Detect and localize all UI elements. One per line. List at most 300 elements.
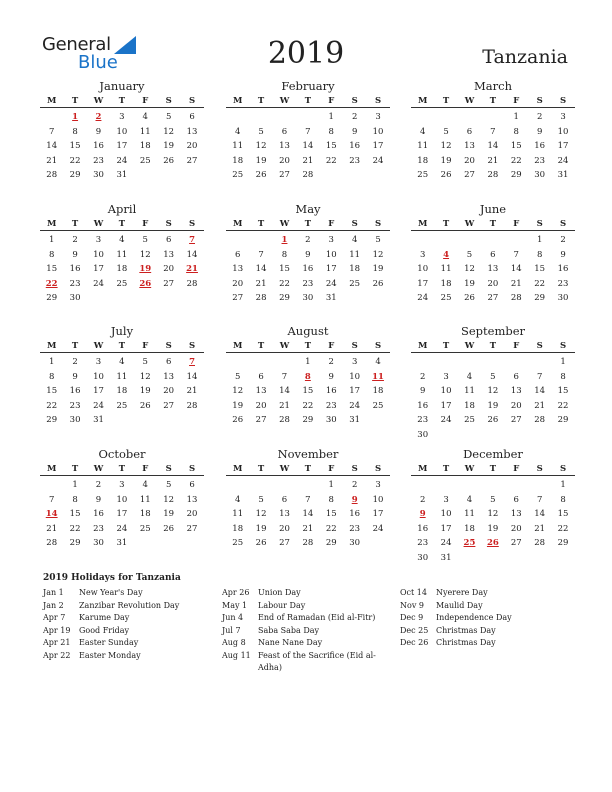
holiday-name: New Year's Day: [79, 588, 143, 597]
day-cell: 5: [466, 249, 473, 260]
day-cell: 27: [255, 415, 267, 426]
day-cell: 18: [464, 523, 475, 534]
weekday-label: T: [118, 219, 126, 229]
weekday-label: M: [46, 96, 57, 106]
weekday-label: S: [351, 219, 358, 229]
day-cell: [366, 168, 389, 183]
holiday-item: [400, 625, 554, 638]
calendar-country: Tanzania: [482, 46, 568, 68]
week-row: [40, 536, 204, 551]
day-cell: 23: [93, 523, 104, 534]
weeks: [226, 355, 390, 428]
weekday-label: S: [188, 341, 196, 351]
day-cell: 23: [349, 523, 361, 534]
holiday-day-cell: 25: [463, 538, 476, 549]
day-cell: 3: [419, 249, 426, 260]
day-cell: 2: [419, 371, 426, 382]
day-cell: 15: [279, 264, 290, 275]
day-cell: 31: [440, 552, 452, 563]
day-cell: [551, 551, 574, 566]
day-cell: [366, 413, 389, 428]
day-cell: 15: [557, 386, 569, 397]
day-cell: [180, 413, 203, 428]
day-cell: 18: [417, 155, 429, 166]
week-row: [411, 536, 575, 551]
day-cell: 12: [163, 126, 175, 137]
weekday-label: W: [93, 464, 104, 474]
day-cell: 25: [232, 170, 244, 181]
holiday-item: [43, 637, 197, 650]
weekday-header: [40, 218, 204, 231]
month-name: March: [474, 79, 512, 93]
weekday-label: T: [442, 464, 450, 474]
day-cell: 26: [163, 155, 175, 166]
day-cell: [343, 168, 366, 183]
month-october: [40, 447, 204, 551]
week-row: [411, 370, 575, 385]
day-cell: 31: [325, 293, 337, 304]
week-row: [40, 384, 204, 399]
holiday-item: [43, 612, 197, 625]
holiday-date: May 1: [222, 600, 248, 610]
day-cell: [157, 291, 180, 306]
holiday-day-cell: 22: [45, 278, 58, 289]
holiday-column: [43, 587, 197, 662]
day-cell: [180, 291, 203, 306]
day-cell: 23: [325, 400, 337, 411]
holiday-item: [43, 587, 197, 600]
day-cell: 2: [328, 357, 334, 367]
day-cell: 1: [48, 357, 55, 367]
day-cell: 24: [440, 415, 452, 426]
day-cell: [296, 110, 319, 125]
day-cell: 24: [325, 278, 337, 289]
week-row: [40, 355, 204, 370]
day-cell: 30: [69, 293, 81, 304]
weeks: [40, 355, 204, 428]
day-cell: 6: [281, 494, 288, 505]
day-cell: 19: [163, 509, 175, 520]
day-cell: 19: [163, 141, 175, 152]
day-cell: 14: [534, 386, 546, 397]
day-cell: 30: [417, 429, 429, 440]
day-cell: 19: [372, 264, 384, 275]
weekday-label: M: [46, 219, 57, 229]
holiday-name: End of Ramadan (Eid al-Fitr): [258, 613, 376, 622]
day-cell: 12: [440, 141, 452, 152]
day-cell: [110, 413, 133, 428]
holiday-date: Dec 9: [400, 613, 424, 622]
day-cell: 22: [557, 523, 569, 534]
weekday-label: S: [188, 464, 196, 474]
week-row: [411, 168, 575, 183]
day-cell: 16: [349, 141, 361, 152]
day-cell: 22: [279, 278, 290, 289]
day-cell: [505, 478, 528, 493]
day-cell: 10: [440, 386, 452, 397]
holiday-column: [222, 587, 376, 675]
day-cell: [157, 413, 180, 428]
day-cell: 2: [72, 357, 78, 367]
week-row: [40, 493, 204, 508]
day-cell: 2: [351, 112, 358, 122]
day-cell: 29: [557, 538, 569, 549]
day-cell: 16: [302, 264, 314, 275]
weekday-label: T: [304, 219, 312, 229]
day-cell: 13: [464, 141, 475, 152]
holiday-name: Labour Day: [258, 600, 306, 610]
month-name: January: [99, 79, 145, 93]
day-cell: [528, 428, 551, 443]
day-cell: 26: [232, 415, 244, 426]
day-cell: 23: [69, 278, 81, 289]
week-row: [226, 291, 390, 306]
day-cell: 20: [510, 523, 522, 534]
day-cell: 8: [560, 371, 566, 382]
day-cell: 30: [302, 293, 314, 304]
day-cell: 2: [305, 235, 311, 245]
day-cell: 13: [163, 249, 175, 260]
day-cell: 21: [302, 523, 314, 534]
day-cell: 28: [255, 293, 267, 304]
day-cell: 28: [279, 415, 290, 426]
month-name: December: [463, 447, 523, 461]
day-cell: 5: [142, 357, 148, 367]
day-cell: 4: [466, 371, 473, 382]
day-cell: 24: [440, 538, 452, 549]
day-cell: 14: [186, 371, 198, 382]
day-cell: 29: [302, 415, 314, 426]
day-cell: 5: [234, 371, 241, 382]
day-cell: 19: [464, 278, 475, 289]
day-cell: [505, 233, 528, 248]
week-row: [411, 291, 575, 306]
weekday-header: [226, 340, 390, 353]
day-cell: 14: [302, 141, 314, 152]
day-cell: [180, 536, 203, 551]
day-cell: 23: [69, 400, 81, 411]
day-cell: [458, 233, 481, 248]
day-cell: 22: [46, 400, 58, 411]
week-row: [226, 277, 390, 292]
day-cell: 13: [163, 371, 175, 382]
holiday-date: Aug 8: [222, 638, 246, 647]
day-cell: [110, 291, 133, 306]
holiday-name: Maulid Day: [436, 600, 483, 610]
week-row: [226, 370, 390, 385]
day-cell: 4: [466, 494, 473, 505]
holiday-name: Easter Monday: [79, 650, 141, 660]
weekday-label: S: [536, 464, 543, 474]
weekday-label: T: [71, 341, 79, 351]
week-row: [226, 168, 390, 183]
weekday-label: S: [374, 341, 382, 351]
day-cell: 13: [255, 386, 267, 397]
day-cell: 8: [72, 126, 78, 137]
day-cell: 27: [163, 278, 175, 289]
holiday-item: [222, 637, 376, 650]
weekday-label: W: [279, 464, 290, 474]
weekday-label: M: [232, 219, 243, 229]
day-cell: 15: [510, 141, 522, 152]
day-cell: 25: [232, 538, 244, 549]
holiday-day-cell: 26: [486, 538, 499, 549]
day-cell: 9: [536, 126, 543, 137]
day-cell: 2: [560, 235, 566, 245]
day-cell: 25: [417, 170, 429, 181]
day-cell: 17: [417, 278, 429, 289]
month-february: [226, 79, 390, 183]
day-cell: 29: [46, 415, 58, 426]
day-cell: 17: [116, 509, 128, 520]
day-cell: 20: [510, 400, 522, 411]
day-cell: 12: [487, 509, 499, 520]
holiday-name: Karume Day: [79, 613, 130, 622]
weekday-label: W: [279, 96, 290, 106]
day-cell: 3: [443, 371, 449, 382]
day-cell: [481, 233, 504, 248]
day-cell: 9: [72, 371, 78, 382]
day-cell: [505, 428, 528, 443]
weekday-label: F: [328, 464, 335, 474]
day-cell: 22: [69, 155, 81, 166]
week-row: [411, 154, 575, 169]
week-row: [226, 478, 390, 493]
day-cell: 14: [255, 264, 267, 275]
day-cell: 17: [557, 141, 569, 152]
day-cell: [434, 233, 457, 248]
holiday-date: Jul 7: [222, 625, 241, 635]
day-cell: 28: [534, 415, 546, 426]
day-cell: 21: [534, 523, 546, 534]
weekday-label: T: [489, 219, 497, 229]
day-cell: 15: [534, 264, 546, 275]
day-cell: [273, 478, 296, 493]
day-cell: 6: [189, 480, 195, 490]
day-cell: 16: [93, 141, 104, 152]
day-cell: 4: [142, 112, 148, 122]
day-cell: 16: [69, 264, 81, 275]
weekday-label: T: [442, 341, 450, 351]
day-cell: 1: [536, 235, 543, 245]
day-cell: 19: [487, 400, 499, 411]
day-cell: 5: [165, 112, 172, 122]
day-cell: [458, 478, 481, 493]
day-cell: 27: [279, 538, 290, 549]
day-cell: 23: [534, 155, 546, 166]
weeks: [40, 110, 204, 183]
day-cell: 25: [116, 400, 128, 411]
day-cell: [134, 413, 157, 428]
day-cell: 28: [46, 538, 58, 549]
week-row: [226, 413, 390, 428]
day-cell: 18: [372, 386, 384, 397]
day-cell: 23: [417, 415, 429, 426]
weekday-label: S: [559, 464, 567, 474]
day-cell: 5: [165, 480, 172, 490]
day-cell: 10: [93, 249, 104, 260]
day-cell: 18: [139, 509, 151, 520]
holiday-date: Jun 4: [222, 613, 244, 622]
week-row: [411, 233, 575, 248]
day-cell: 27: [510, 415, 522, 426]
day-cell: [40, 110, 63, 125]
day-cell: 4: [234, 126, 241, 137]
weekday-label: W: [279, 341, 290, 351]
weekday-label: F: [142, 341, 149, 351]
day-cell: 15: [302, 386, 314, 397]
holiday-day-cell: 9: [351, 494, 358, 505]
month-december: [411, 447, 575, 566]
holiday-item: [400, 587, 554, 600]
day-cell: 11: [349, 249, 361, 260]
day-cell: 21: [510, 278, 522, 289]
day-cell: 13: [510, 386, 522, 397]
day-cell: [226, 233, 249, 248]
day-cell: [528, 551, 551, 566]
day-cell: 29: [325, 538, 337, 549]
day-cell: [296, 478, 319, 493]
weekday-label: T: [257, 341, 265, 351]
weekday-label: M: [417, 464, 428, 474]
day-cell: 14: [302, 509, 314, 520]
day-cell: 21: [279, 400, 290, 411]
day-cell: 18: [116, 386, 128, 397]
weeks: [411, 233, 575, 306]
holiday-item: [222, 650, 376, 675]
weekday-header: [411, 340, 575, 353]
day-cell: 27: [232, 293, 244, 304]
day-cell: 7: [513, 249, 519, 260]
holiday-date: Jan 2: [43, 600, 64, 610]
day-cell: 12: [372, 249, 384, 260]
day-cell: 23: [349, 155, 361, 166]
day-cell: 26: [139, 400, 151, 411]
logo-general-text: General: [42, 34, 111, 55]
weekday-label: M: [417, 341, 428, 351]
weekday-label: T: [304, 96, 312, 106]
weekday-header: [226, 95, 390, 108]
weekday-label: T: [257, 96, 265, 106]
weekday-label: W: [93, 341, 104, 351]
weekday-label: S: [536, 96, 543, 106]
week-row: [40, 248, 204, 263]
holiday-day-cell: 1: [72, 112, 79, 122]
day-cell: 12: [139, 371, 151, 382]
day-cell: 4: [142, 480, 148, 490]
weekday-header: [411, 218, 575, 231]
day-cell: 17: [372, 509, 384, 520]
day-cell: 28: [46, 170, 58, 181]
week-row: [226, 399, 390, 414]
week-row: [226, 110, 390, 125]
weekday-label: F: [142, 219, 149, 229]
day-cell: 7: [305, 494, 311, 505]
day-cell: 9: [95, 126, 102, 137]
day-cell: [481, 478, 504, 493]
holiday-day-cell: 26: [139, 278, 152, 289]
day-cell: 6: [234, 249, 241, 260]
day-cell: 22: [534, 278, 546, 289]
day-cell: 5: [443, 126, 449, 137]
day-cell: [249, 233, 272, 248]
holiday-item: [43, 625, 197, 638]
week-row: [411, 277, 575, 292]
day-cell: 21: [255, 278, 267, 289]
day-cell: [411, 233, 434, 248]
day-cell: 7: [536, 494, 543, 505]
day-cell: 6: [513, 494, 519, 505]
weekday-label: F: [513, 219, 520, 229]
holiday-day-cell: 9: [419, 509, 426, 520]
day-cell: 9: [95, 494, 102, 505]
weekday-label: T: [257, 464, 265, 474]
day-cell: 31: [349, 415, 361, 426]
week-row: [411, 262, 575, 277]
day-cell: 17: [93, 264, 104, 275]
month-name: July: [110, 324, 134, 338]
day-cell: 18: [139, 141, 151, 152]
day-cell: 20: [186, 509, 198, 520]
day-cell: 5: [258, 126, 264, 137]
month-name: November: [277, 447, 339, 461]
holidays-title: 2019 Holidays for Tanzania: [43, 573, 181, 583]
day-cell: 26: [372, 278, 384, 289]
day-cell: 3: [375, 480, 381, 490]
holiday-day-cell: 11: [372, 371, 384, 382]
day-cell: 26: [255, 538, 267, 549]
day-cell: 2: [536, 112, 543, 122]
day-cell: 6: [490, 249, 496, 260]
day-cell: 21: [302, 155, 314, 166]
day-cell: 29: [69, 170, 81, 181]
day-cell: [528, 355, 551, 370]
day-cell: 7: [536, 371, 543, 382]
week-row: [411, 493, 575, 508]
day-cell: 28: [510, 293, 522, 304]
holiday-name: Union Day: [258, 588, 301, 597]
month-november: [226, 447, 390, 551]
day-cell: 3: [119, 112, 125, 122]
day-cell: 26: [440, 170, 452, 181]
weekday-label: W: [93, 219, 104, 229]
day-cell: 26: [487, 415, 499, 426]
day-cell: 8: [72, 494, 78, 505]
weekday-label: S: [559, 341, 567, 351]
day-cell: 16: [417, 523, 429, 534]
day-cell: 1: [72, 480, 78, 490]
day-cell: 12: [487, 386, 499, 397]
holiday-date: Apr 7: [43, 613, 66, 622]
holiday-date: Apr 26: [222, 588, 250, 597]
day-cell: 30: [534, 170, 546, 181]
day-cell: 13: [279, 141, 290, 152]
day-cell: 9: [305, 249, 311, 260]
week-row: [226, 536, 390, 551]
month-august: [226, 324, 390, 428]
day-cell: 1: [513, 112, 519, 122]
week-row: [40, 125, 204, 140]
weeks: [411, 110, 575, 183]
day-cell: 16: [534, 141, 546, 152]
weekday-header: [40, 95, 204, 108]
week-row: [411, 248, 575, 263]
weekday-label: M: [232, 341, 243, 351]
day-cell: [134, 291, 157, 306]
day-cell: 25: [440, 293, 452, 304]
day-cell: 29: [279, 293, 290, 304]
holiday-day-cell: 2: [95, 112, 102, 122]
